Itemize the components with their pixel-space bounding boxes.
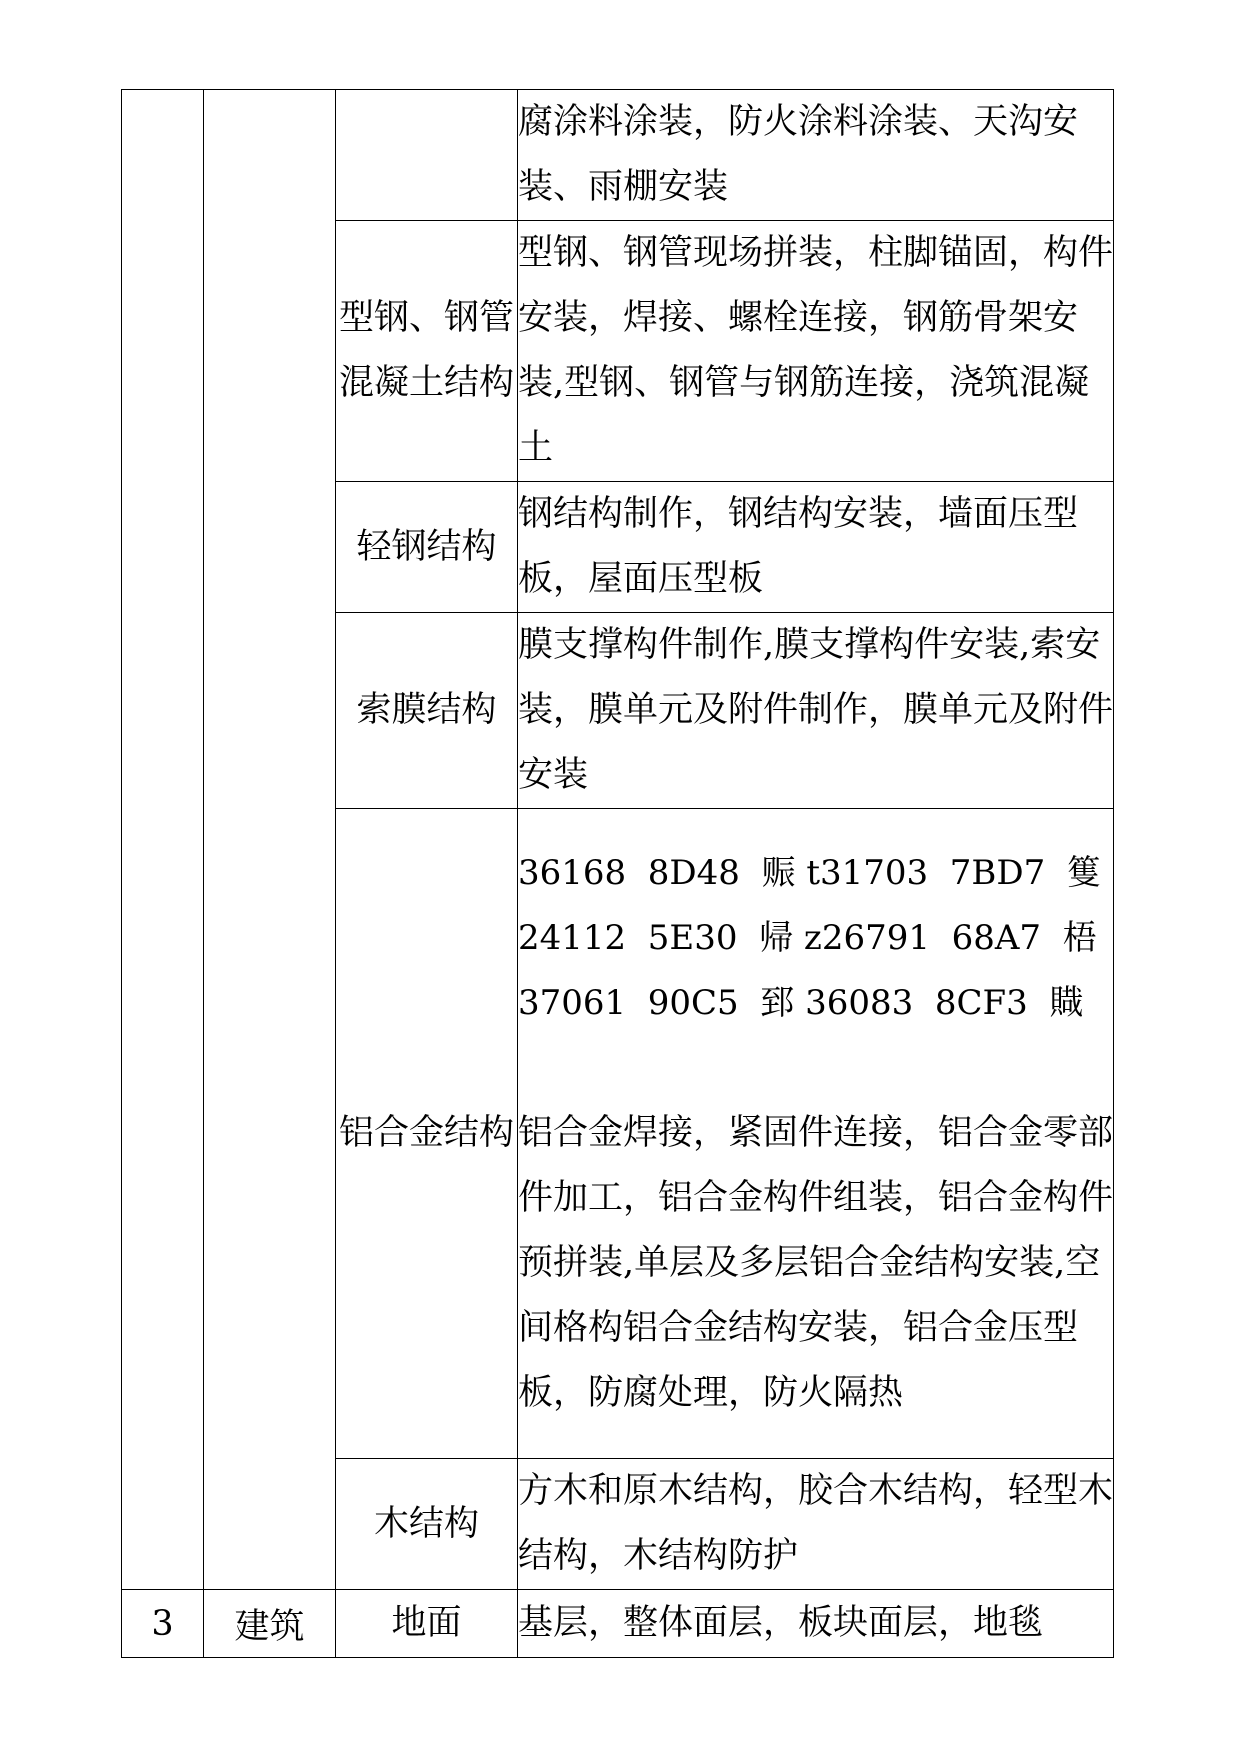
category-cell: 建筑 [204,1590,336,1658]
category-cell-empty [204,90,336,1590]
content-cell [518,809,1114,1459]
table-row [122,1590,1114,1658]
number-cell-empty [122,90,204,1590]
subcategory-cell: 轻钢结构 [336,482,518,613]
subcategory-cell [336,90,518,221]
subcategory-cell: 地面 [336,1590,518,1658]
number-cell: 3 [122,1590,204,1658]
blank-line [518,1036,1113,1101]
code-line: 36168 8D48 赈 t31703 7BD7 篗 [518,853,1101,893]
code-line: 24112 5E30 帰 z26791 68A7 梧 [518,918,1097,958]
content-text: 铝合金焊接，紧固件连接，铝合金零部件加工，铝合金构件组装，铝合金构件预拼装,单层及多层铝合金结构安装,空间格构铝合金结构安装，铝合金压型板，防腐处理，防火隔热 [518,1113,1114,1413]
code-line: 37061 90C5 郅 36083 8CF3 賳 [518,983,1084,1023]
table-row [122,90,1114,221]
content-cell: 方木和原木结构，胶合木结构，轻型木结构，木结构防护 [518,1459,1114,1590]
content-cell: 腐涂料涂装，防火涂料涂装、天沟安装、雨棚安装 [518,90,1114,221]
content-cell: 膜支撑构件制作,膜支撑构件安装,索安装，膜单元及附件制作，膜单元及附件安装 [518,613,1114,809]
content-cell: 基层，整体面层，板块面层，地毯 [518,1590,1114,1658]
content-cell: 钢结构制作，钢结构安装，墙面压型板，屋面压型板 [518,482,1114,613]
subcategory-cell: 铝合金结构 [336,809,518,1459]
subcategory-cell: 索膜结构 [336,613,518,809]
content-cell: 型钢、钢管现场拼装，柱脚锚固，构件安装，焊接、螺栓连接，钢筋骨架安装,型钢、钢管与钢筋连接，浇筑混凝土 [518,221,1114,482]
subcategory-cell: 型钢、钢管混凝土结构 [336,221,518,482]
construction-scope-table [121,89,1114,1658]
subcategory-cell: 木结构 [336,1459,518,1590]
